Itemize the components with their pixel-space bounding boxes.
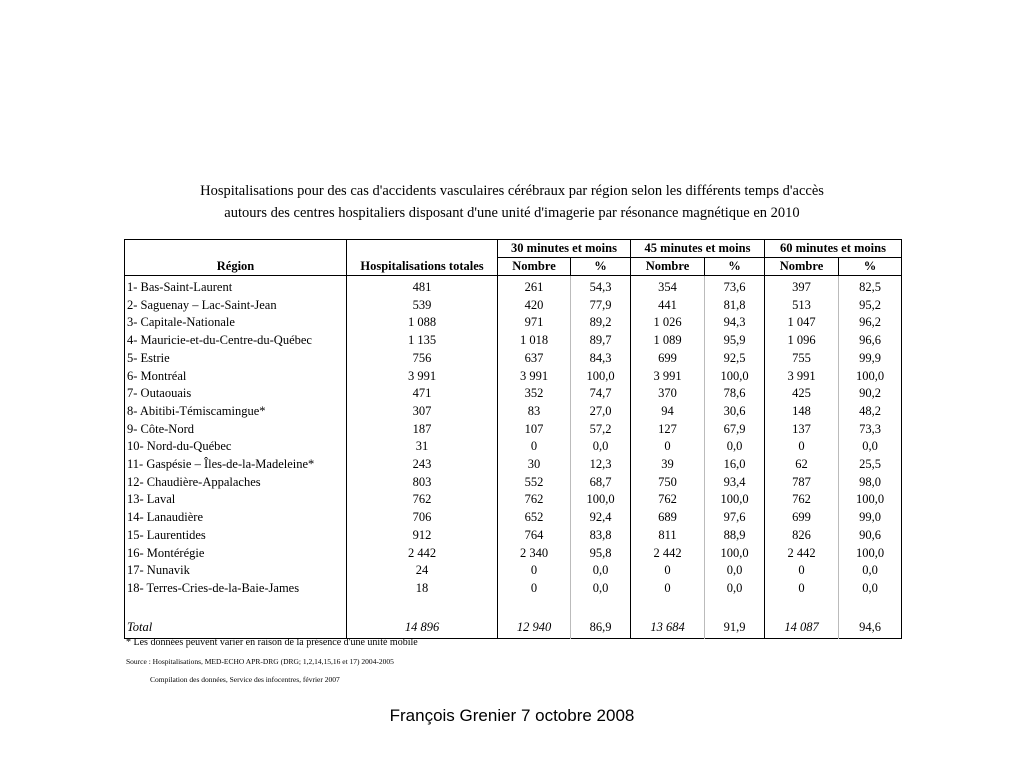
cell-total: 243 [347,456,498,474]
cell-p30: 57,2 [571,421,631,439]
cell-total: 803 [347,474,498,492]
cell-n60: 62 [765,456,839,474]
spacer-row [125,598,902,616]
cell-n45: 0 [631,562,705,580]
cell-n45: 689 [631,509,705,527]
cell-total: 307 [347,403,498,421]
note-source: Source : Hospitalisations, MED-ECHO APR-DRG (DRG; 1,2,14,15,16 et 17) 2004-2005 [126,657,394,666]
cell-p30: 83,8 [571,527,631,545]
cell-total: 912 [347,527,498,545]
cell-n30: 2 340 [498,545,571,563]
cell-region: 12- Chaudière-Appalaches [125,474,347,492]
cell-p60: 100,0 [839,491,902,509]
header-pct-30: % [571,258,631,276]
cell-p30: 77,9 [571,297,631,315]
cell-total: 762 [347,491,498,509]
table-row [125,456,902,474]
cell-p30: 27,0 [571,403,631,421]
header-pct-60: % [839,258,902,276]
table-body [125,276,902,639]
table-row [125,314,902,332]
notes [126,636,418,686]
cell-p60: 94,6 [839,616,902,639]
cell-region: 6- Montréal [125,368,347,386]
cell-p60: 96,2 [839,314,902,332]
cell-n45: 370 [631,385,705,403]
cell-p60: 73,3 [839,421,902,439]
cell-n60: 0 [765,580,839,598]
cell-n45: 1 026 [631,314,705,332]
table-row [125,509,902,527]
cell-p30: 68,7 [571,474,631,492]
cell-n60: 397 [765,276,839,297]
table-row [125,580,902,598]
cell-region: 10- Nord-du-Québec [125,438,347,456]
cell-n30: 1 018 [498,332,571,350]
cell-n30: 971 [498,314,571,332]
cell-p45: 100,0 [705,491,765,509]
cell-n45: 3 991 [631,368,705,386]
cell-region: 15- Laurentides [125,527,347,545]
header-group-45: 45 minutes et moins [631,240,765,258]
cell-p60: 0,0 [839,562,902,580]
cell-p30: 12,3 [571,456,631,474]
table-row [125,403,902,421]
cell-p45: 81,8 [705,297,765,315]
spacer-cell [498,598,571,616]
cell-n30: 83 [498,403,571,421]
cell-region: 18- Terres-Cries-de-la-Baie-James [125,580,347,598]
spacer-cell [839,598,902,616]
cell-n60: 513 [765,297,839,315]
title-line-2: autours des centres hospitaliers disposant d'une unité d'imagerie par résonance magnétique en 2010 [224,205,800,221]
cell-p30: 100,0 [571,491,631,509]
cell-n30: 3 991 [498,368,571,386]
cell-n45: 94 [631,403,705,421]
table-title [0,180,1024,224]
cell-n60: 1 047 [765,314,839,332]
cell-p60: 100,0 [839,545,902,563]
cell-p45: 0,0 [705,562,765,580]
table-row [125,527,902,545]
cell-p45: 16,0 [705,456,765,474]
header-group-30: 30 minutes et moins [498,240,631,258]
cell-total: 187 [347,421,498,439]
cell-n60: 1 096 [765,332,839,350]
cell-n45: 699 [631,350,705,368]
cell-n45: 811 [631,527,705,545]
cell-p60: 48,2 [839,403,902,421]
cell-n45: 0 [631,438,705,456]
cell-p60: 0,0 [839,580,902,598]
cell-p30: 0,0 [571,580,631,598]
cell-region: 5- Estrie [125,350,347,368]
cell-n45: 750 [631,474,705,492]
cell-total: 706 [347,509,498,527]
cell-p30: 100,0 [571,368,631,386]
cell-n30: 107 [498,421,571,439]
cell-region: 4- Mauricie-et-du-Centre-du-Québec [125,332,347,350]
table-row [125,368,902,386]
cell-n45: 39 [631,456,705,474]
cell-total: 24 [347,562,498,580]
cell-n60: 762 [765,491,839,509]
total-row [125,616,902,639]
cell-total: 471 [347,385,498,403]
cell-n30: 0 [498,562,571,580]
cell-p30: 89,2 [571,314,631,332]
cell-n45: 0 [631,580,705,598]
cell-total: 18 [347,580,498,598]
cell-p45: 92,5 [705,350,765,368]
header-total-spacer [347,240,498,258]
cell-total: 2 442 [347,545,498,563]
cell-n30: 762 [498,491,571,509]
cell-p45: 91,9 [705,616,765,639]
cell-region: 7- Outaouais [125,385,347,403]
cell-n30: 552 [498,474,571,492]
table-row [125,438,902,456]
cell-p60: 25,5 [839,456,902,474]
header-region: Région [125,258,347,276]
spacer-cell [705,598,765,616]
cell-n45: 762 [631,491,705,509]
cell-n30: 0 [498,438,571,456]
cell-p45: 88,9 [705,527,765,545]
cell-n45: 441 [631,297,705,315]
cell-total: 3 991 [347,368,498,386]
cell-p45: 78,6 [705,385,765,403]
cell-n60: 148 [765,403,839,421]
header-nombre-60: Nombre [765,258,839,276]
table-row [125,350,902,368]
cell-n30: 764 [498,527,571,545]
spacer-cell [347,598,498,616]
cell-n30: 420 [498,297,571,315]
header-row-columns [125,258,902,276]
cell-n45: 2 442 [631,545,705,563]
table-row [125,491,902,509]
cell-n30: 0 [498,580,571,598]
cell-region: 3- Capitale-Nationale [125,314,347,332]
header-total: Hospitalisations totales [347,258,498,276]
cell-p60: 100,0 [839,368,902,386]
cell-region: 8- Abitibi-Témiscamingue* [125,403,347,421]
cell-total: 1 135 [347,332,498,350]
cell-p45: 67,9 [705,421,765,439]
table-row [125,276,902,297]
cell-n60: 699 [765,509,839,527]
cell-region: 14- Lanaudière [125,509,347,527]
header-group-60: 60 minutes et moins [765,240,902,258]
cell-p60: 99,0 [839,509,902,527]
cell-n60: 755 [765,350,839,368]
cell-p45: 0,0 [705,580,765,598]
cell-n60: 3 991 [765,368,839,386]
cell-p45: 95,9 [705,332,765,350]
hospitalisations-table [124,239,902,639]
cell-region: 16- Montérégie [125,545,347,563]
cell-p60: 95,2 [839,297,902,315]
footer-author-date: François Grenier 7 octobre 2008 [389,706,635,725]
cell-n60: 2 442 [765,545,839,563]
table-row [125,297,902,315]
cell-p30: 54,3 [571,276,631,297]
cell-n45: 127 [631,421,705,439]
header-row-groups [125,240,902,258]
header-nombre-45: Nombre [631,258,705,276]
cell-total: 756 [347,350,498,368]
table-row [125,474,902,492]
cell-p60: 90,2 [839,385,902,403]
cell-n30: 637 [498,350,571,368]
cell-p30: 74,7 [571,385,631,403]
cell-n30: 652 [498,509,571,527]
cell-region: 11- Gaspésie – Îles-de-la-Madeleine* [125,456,347,474]
cell-p60: 96,6 [839,332,902,350]
header-pct-45: % [705,258,765,276]
spacer-cell [631,598,705,616]
cell-region: 17- Nunavik [125,562,347,580]
cell-p60: 90,6 [839,527,902,545]
cell-p45: 73,6 [705,276,765,297]
cell-n30: 352 [498,385,571,403]
cell-p30: 0,0 [571,438,631,456]
cell-p60: 0,0 [839,438,902,456]
header-region-spacer [125,240,347,258]
cell-p30: 86,9 [571,616,631,639]
cell-region: Total [125,616,347,639]
cell-p30: 92,4 [571,509,631,527]
cell-p45: 93,4 [705,474,765,492]
table-row [125,562,902,580]
cell-n30: 30 [498,456,571,474]
cell-p60: 98,0 [839,474,902,492]
cell-p60: 82,5 [839,276,902,297]
cell-n60: 425 [765,385,839,403]
cell-total: 14 896 [347,616,498,639]
title-line-1: Hospitalisations pour des cas d'accidents vasculaires cérébraux par région selon les différents temps d'accès [200,183,824,199]
note-compilation: Compilation des données, Service des infocentres, février 2007 [150,675,340,684]
cell-p45: 30,6 [705,403,765,421]
spacer-cell [125,598,347,616]
cell-total: 1 088 [347,314,498,332]
cell-n30: 261 [498,276,571,297]
cell-n45: 1 089 [631,332,705,350]
cell-total: 31 [347,438,498,456]
cell-region: 2- Saguenay – Lac-Saint-Jean [125,297,347,315]
cell-region: 1- Bas-Saint-Laurent [125,276,347,297]
table-row [125,421,902,439]
cell-p30: 95,8 [571,545,631,563]
cell-p45: 94,3 [705,314,765,332]
cell-n60: 0 [765,562,839,580]
cell-total: 539 [347,297,498,315]
cell-region: 13- Laval [125,491,347,509]
cell-p45: 97,6 [705,509,765,527]
cell-p30: 84,3 [571,350,631,368]
cell-total: 481 [347,276,498,297]
cell-p30: 89,7 [571,332,631,350]
cell-p60: 99,9 [839,350,902,368]
cell-region: 9- Côte-Nord [125,421,347,439]
cell-n45: 13 684 [631,616,705,639]
spacer-cell [571,598,631,616]
table-row [125,332,902,350]
cell-p45: 0,0 [705,438,765,456]
header-nombre-30: Nombre [498,258,571,276]
cell-n45: 354 [631,276,705,297]
note-asterisk: * Les données peuvent varier en raison de la présence d'une unité mobile [126,637,418,648]
cell-n60: 787 [765,474,839,492]
cell-n60: 137 [765,421,839,439]
cell-n60: 0 [765,438,839,456]
cell-n60: 14 087 [765,616,839,639]
table-row [125,545,902,563]
cell-p30: 0,0 [571,562,631,580]
cell-n30: 12 940 [498,616,571,639]
cell-n60: 826 [765,527,839,545]
cell-p45: 100,0 [705,545,765,563]
table-row [125,385,902,403]
cell-p45: 100,0 [705,368,765,386]
spacer-cell [765,598,839,616]
